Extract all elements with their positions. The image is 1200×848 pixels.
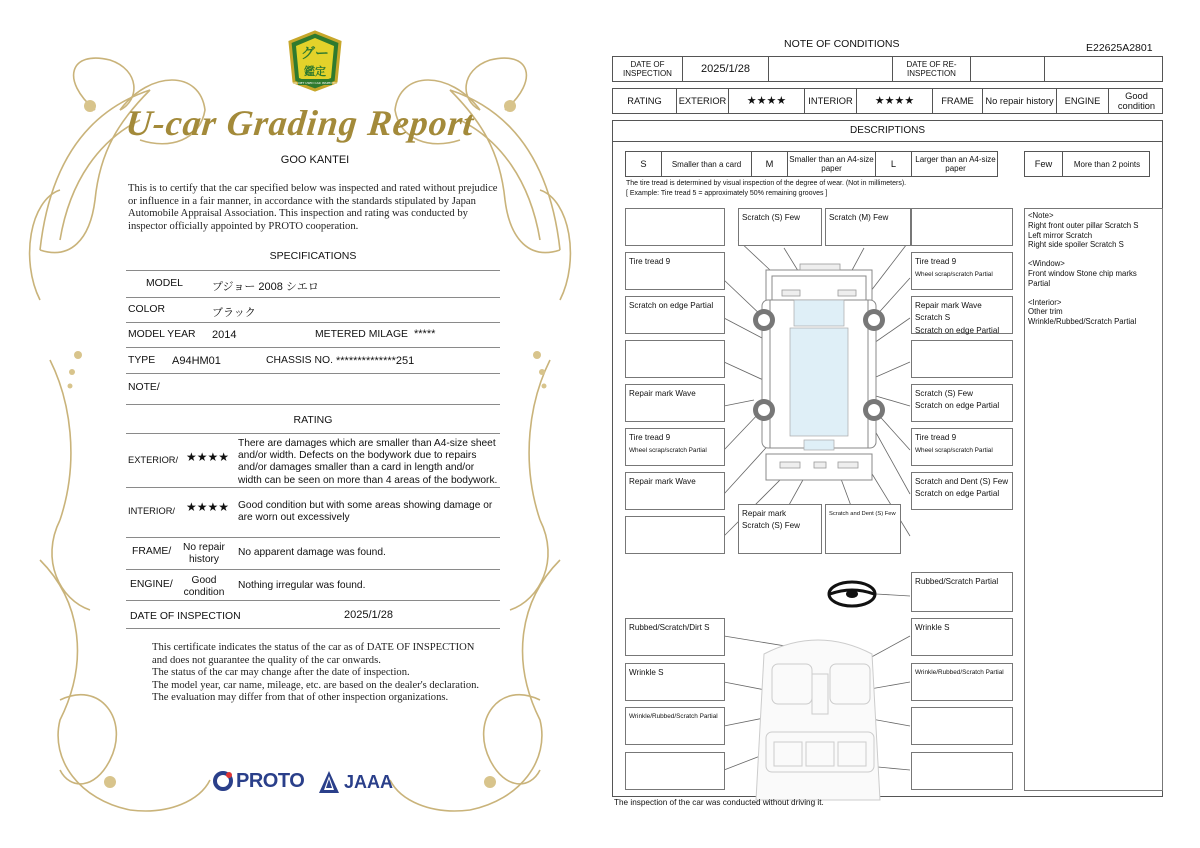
label-box: Repair mark Wave Scratch S Scratch on edge Partial (911, 296, 1013, 334)
label-box: Scratch (M) Few (825, 208, 911, 246)
legend-few: Few (1025, 152, 1063, 176)
jaaa-logo-icon (318, 770, 340, 794)
frame-label: FRAME (933, 89, 983, 113)
date-label: DATE OF INSPECTION (613, 57, 683, 81)
goo-kantei-badge-logo (288, 30, 342, 92)
model-value: プジョー 2008 シエロ (212, 281, 319, 293)
tire-note-2: [ Example: Tire tread 5 = approximately 50% remaining grooves ] (626, 190, 828, 197)
label-box (911, 208, 1013, 246)
label-box: Tire tread 9 (625, 252, 725, 290)
label-box: Tire tread 9 Wheel scrap/scratch Partial (911, 252, 1013, 290)
label-box (625, 516, 725, 554)
label-box (911, 340, 1013, 378)
label-box (911, 707, 1013, 745)
label-box: Scratch on edge Partial (625, 296, 725, 334)
label-box: Repair mark Wave (625, 472, 725, 510)
chassis-label: CHASSIS NO. (266, 355, 333, 366)
note-label: NOTE/ (128, 382, 160, 393)
model-year-label: MODEL YEAR (128, 329, 196, 340)
proto-logo-icon (212, 770, 234, 794)
chassis-value: **************251 (336, 355, 415, 367)
specifications-heading: SPECIFICATIONS (269, 250, 357, 262)
divider (126, 433, 500, 434)
badge-text-bottom: 鑑定 (304, 65, 326, 78)
label-box: Tire tread 9 Wheel scrap/scratch Partial (911, 428, 1013, 466)
engine-label: ENGINE/ (130, 579, 173, 590)
jaaa-logo: JAAA (344, 772, 394, 792)
label-box: Scratch (S) Few Scratch on edge Partial (911, 384, 1013, 422)
legend-l-text: Larger than an A4-size paper (915, 155, 996, 173)
frame-label: FRAME/ (132, 546, 172, 557)
certificate-title: U-car Grading Report (123, 103, 477, 143)
notes-window: <Window> Front window Stone chip marks Partial (1028, 259, 1137, 288)
label-box (625, 752, 725, 790)
frame-value: No repair history (183, 542, 225, 566)
engine-label: ENGINE (1057, 89, 1109, 113)
label-box: Wrinkle S (911, 618, 1013, 656)
note-title: NOTE OF CONDITIONS (784, 38, 900, 50)
label-box: Scratch and Dent (S) Few (825, 504, 901, 554)
exterior-label: EXTERIOR (677, 89, 729, 113)
label-box: Repair mark Wave (625, 384, 725, 422)
note-footer: The inspection of the car was conducted without driving it. (614, 798, 824, 807)
label-box: Wrinkle S (625, 663, 725, 701)
notes-general: <Note> Right front outer pillar Scratch S Left mirror Scratch Right side spoiler Scratch S (1028, 211, 1139, 250)
reinspection-label: DATE OF RE-INSPECTION (893, 57, 971, 81)
divider (126, 487, 500, 488)
report-code: E22625A2801 (1086, 42, 1153, 54)
tire-note-1: The tire tread is determined by visual inspection of the degree of wear. (Not in millimeters). (626, 180, 907, 187)
rating-label: RATING (613, 89, 677, 113)
divider (126, 373, 500, 374)
notes-panel (1024, 208, 1163, 791)
date-value: 2025/1/28 (683, 57, 769, 81)
label-box: Wrinkle/Rubbed/Scratch Partial (625, 707, 725, 745)
legend-s-text: Smaller than a card (662, 152, 752, 176)
frame-description: No apparent damage was found. (238, 547, 386, 558)
engine-description: Nothing irregular was found. (238, 580, 366, 591)
exterior-stars: ★★★★ (729, 89, 805, 113)
notes-interior: <Interior> Other trim Wrinkle/Rubbed/Scratch Partial (1028, 297, 1137, 327)
exterior-stars: ★★★★ (186, 450, 230, 464)
rating-heading: RATING (293, 414, 333, 426)
engine-value: Good condition (183, 575, 225, 599)
divider (126, 628, 500, 629)
divider (126, 322, 500, 323)
frame-value: No repair history (983, 89, 1057, 113)
badge-subtext: GOO-NET USED CAR INSPECTION (290, 81, 340, 85)
divider (126, 297, 500, 298)
label-box: Scratch (S) Few (738, 208, 822, 246)
label-box: Wrinkle/Rubbed/Scratch Partial (911, 663, 1013, 701)
proto-logo: PROTO (236, 770, 305, 792)
type-value: A94HM01 (172, 355, 221, 367)
label-box: Repair mark Scratch (S) Few (738, 504, 822, 554)
type-label: TYPE (128, 355, 156, 366)
divider (126, 270, 500, 271)
metered-mileage-value: ***** (414, 328, 436, 340)
color-label: COLOR (128, 304, 165, 315)
steering-wheel-icon (829, 582, 875, 606)
interior-label: INTERIOR (805, 89, 857, 113)
legend-l: L (876, 152, 912, 176)
model-year-value: 2014 (212, 329, 237, 341)
label-box: Rubbed/Scratch/Dirt S (625, 618, 725, 656)
label-box (625, 340, 725, 378)
legend-few-text: More than 2 points (1073, 159, 1141, 169)
exterior-label: EXTERIOR/ (128, 455, 179, 465)
note-of-conditions (604, 0, 1200, 848)
metered-mileage-label: METERED MILAGE (315, 329, 408, 340)
interior-label: INTERIOR/ (128, 506, 176, 516)
label-box (911, 752, 1013, 790)
divider (126, 404, 500, 405)
label-box (625, 208, 725, 246)
exterior-description: There are damages which are smaller than A4-size sheet and/or width. Defects on the bodywork due to repairs and/or damages smaller than a card in length and/or width can be seen on more than 4 areas of the bodywork. (238, 438, 498, 486)
organization-name: GOO KANTEI (280, 154, 350, 166)
divider (126, 600, 500, 601)
interior-stars: ★★★★ (186, 500, 230, 514)
interior-stars: ★★★★ (857, 89, 933, 113)
date-of-inspection-label: DATE OF INSPECTION (130, 611, 241, 622)
engine-value: Good condition (1117, 91, 1156, 111)
certificate-intro: This is to certify that the car specified below was inspected and rated without prejudice or influence in a fair manner, in accordance with the standards stipulated by Japan Automobile Appraisal Association. This inspection and rating was conducted by inspector officially appointed by PROTO cooperation. (128, 183, 498, 232)
badge-text-top: グー (301, 46, 329, 62)
descriptions-heading: DESCRIPTIONS (612, 120, 1163, 142)
divider (126, 347, 500, 348)
divider (126, 569, 500, 570)
legend-m: M (752, 152, 788, 176)
certificate-footer: This certificate indicates the status of the car as of DATE OF INSPECTION and does not guarantee the quality of the car onwards. The status of the car may change after the date of inspection. The model year, car name, mileage, etc. are based on the dealer's declaration. The evaluation may differ from that of other inspection organizations. (152, 642, 480, 703)
label-box: Rubbed/Scratch Partial (911, 572, 1013, 612)
date-of-inspection-value: 2025/1/28 (344, 609, 393, 621)
interior-description: Good condition but with some areas showing damage or are worn out excessively (238, 500, 493, 524)
model-label: MODEL (146, 278, 183, 289)
divider (126, 537, 500, 538)
interior-diagram (756, 640, 880, 800)
color-value: ブラック (212, 307, 256, 319)
label-box: Tire tread 9 Wheel scrap/scratch Partial (625, 428, 725, 466)
legend-m-text: Smaller than an A4-size paper (788, 152, 876, 176)
legend-s: S (626, 152, 662, 176)
label-box: Scratch and Dent (S) Few Scratch on edge Partial (911, 472, 1013, 510)
